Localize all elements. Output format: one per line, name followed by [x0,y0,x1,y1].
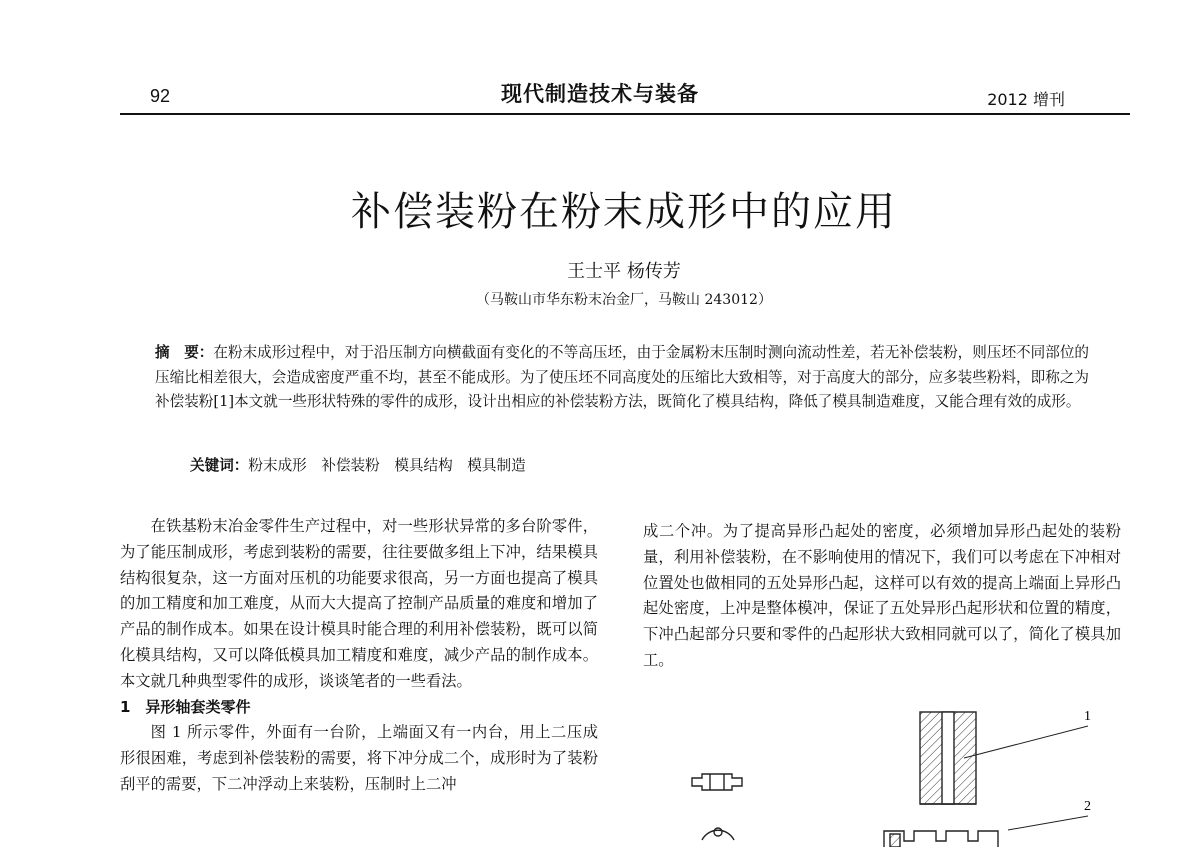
leader-line-1 [964,726,1088,758]
body-paragraph: 在铁基粉末冶金零件生产过程中，对一些形状异常的多台阶零件，为了能压制成形，考虑到装粉的需要，往往要做多组上下冲，结果模具结构很复杂，这一方面对压机的功能要求很高，另一方面也提高了模具的加工精度和加工难度，从而大大提高了控制产品质量的难度和增加了产品的制作成本。如果在设计模具时能合理的利用补偿装粉，既可以简化模具结构，又可以降低模具加工精度和难度，减少产品的制作成本。本文就几种典型零件的成形，谈谈笔者的一些看法。 [120,517,598,690]
keywords-label: 关键词： [190,457,249,474]
abstract-label: 摘 要： [155,344,214,361]
punch-lower [884,831,998,847]
punch-upper [920,712,976,804]
figure-label-1: 1 [1084,709,1091,724]
figure-1-mold-drawing [680,700,1100,847]
body-left-column [120,514,598,798]
header-rule [120,113,1130,115]
leader-line-2 [1008,816,1088,830]
abstract-text: 在粉末成形过程中，对于沿压制方向横截面有变化的不等高压坯，由于金属粉末压制时测向流动性差，若无补偿装粉，则压坯不同部位的压缩比相差很大，会造成密度严重不均，甚至不能成形。为了使压坯不同高度处的压缩比大致相等，对于高度大的部分，应多装些粉料，即称之为补偿装粉[1]本文就一些形状特殊的零件的成形，设计出相应的补偿装粉方法，既简化了模具结构，降低了模具制造难度，又能合理有效的成形。 [155,344,1090,411]
article-affiliation: （马鞍山市华东粉末冶金厂，马鞍山 243012） [476,292,772,308]
journal-name: 现代制造技术与装备 [501,82,699,106]
section-heading: 1 异形轴套类零件 [120,697,251,716]
body-paragraph: 图 1 所示零件，外面有一台阶，上端面又有一内台，用上二压成形很困难，考虑到补偿装粉的需要，将下冲分成二个，成形时为了装粉刮平的需要，下二冲浮动上来装粉，压制时上二冲 [120,723,598,793]
figure-label-2: 2 [1084,799,1091,814]
body-paragraph: 成二个冲。为了提高异形凸起处的密度，必须增加异形凸起处的装粉量，利用补偿装粉，在不影响使用的情况下，我们可以考虑在下冲相对位置处也做相同的五处异形凸起，这样可以有效的提高上端面上异形凸起处密度，上冲是整体模冲，保证了五处异形凸起形状和位置的精度，下冲凸起部分只要和零件的凸起形状大致相同就可以了，简化了模具加工。 [643,522,1121,669]
part-outline [692,774,742,840]
page-number: 92 [150,86,171,106]
article-authors: 王士平 杨传芳 [567,261,681,282]
keywords-text: 粉末成形 补偿装粉 模具结构 模具制造 [248,457,526,474]
issue-label: 2012 增刊 [987,90,1065,109]
keywords [190,454,526,475]
abstract [155,341,1100,415]
body-right-column [643,519,1121,674]
article-title: 补偿装粉在粉末成形中的应用 [351,189,897,235]
